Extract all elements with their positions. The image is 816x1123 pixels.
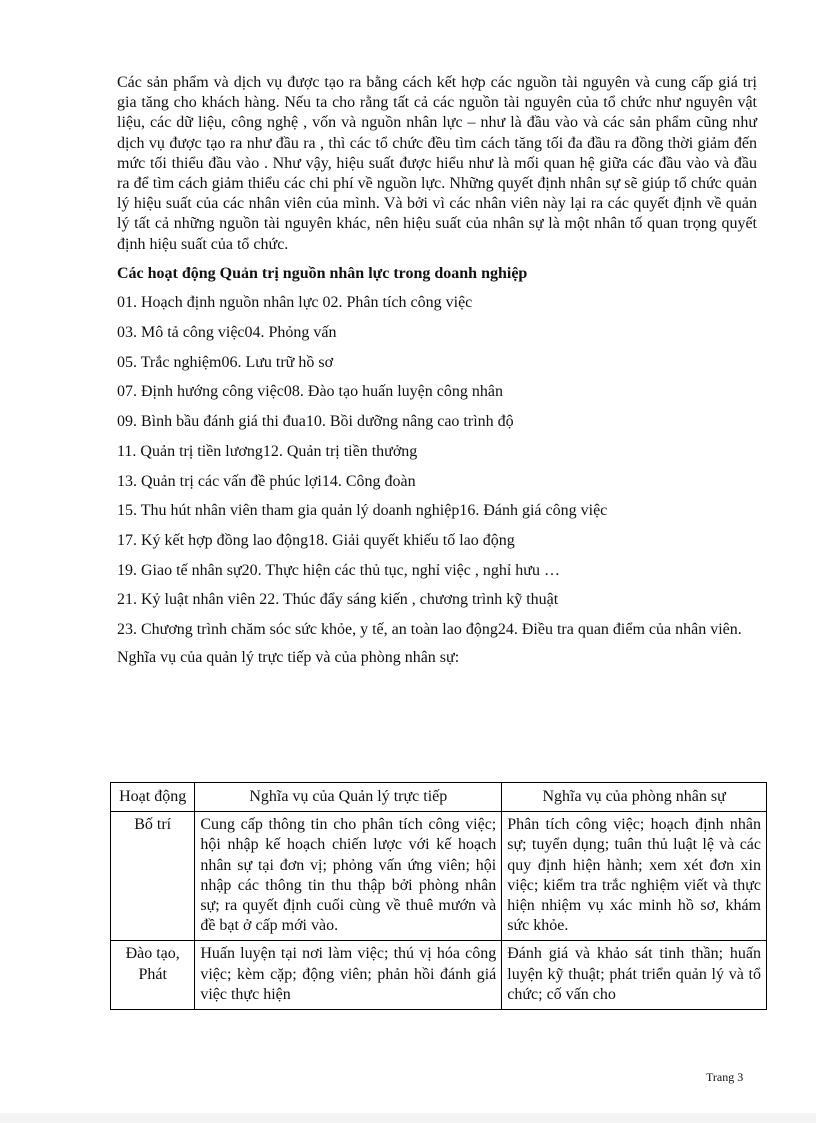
list-item: 17. Ký kết hợp đồng lao động18. Giải quyết khiếu tố lao động <box>117 531 515 549</box>
header-hr-duty: Nghĩa vụ của phòng nhân sự <box>502 783 767 812</box>
row-manager-duty: Cung cấp thông tin cho phân tích công việc; hội nhập kế hoạch chiến lược với kế hoạch nhân sự tại đơn vị; phỏng vấn ứng viên; hội nhập các thông tin thu thập bởi phòng nhân sự; ra quyết định cuối cùng về thuê mướn và đề bạt ở cấp mới vào. <box>195 812 502 941</box>
table-row <box>111 812 767 941</box>
row-hr-duty: Phân tích công việc; hoạch định nhân sự; tuyển dụng; tuân thủ luật lệ và các quy định hiện hành; xem xét đơn xin việc; kiểm tra trắc nghiệm viết và thực hiện nhiệm vụ xác minh hồ sơ, khám sức khỏe. <box>502 812 767 941</box>
list-item: 13. Quản trị các vấn đề phúc lợi14. Công đoàn <box>117 472 416 490</box>
intro-paragraph: Các sản phẩm và dịch vụ được tạo ra bằng cách kết hợp các nguồn tài nguyên và cung cấp giá trị gia tăng cho khách hàng. Nếu ta cho rằng tất cả các nguồn tài nguyên của tổ chức như nguyên vật liệu, các dữ liệu, công nghệ , vốn và nguồn nhân lực – như là đầu vào và các sản phẩm cũng như dịch vụ được tạo ra như đầu ra , thì các tổ chức đều tìm cách tăng tối đa đầu ra đồng thời giảm đến mức tối thiểu đầu vào . Như vậy, hiệu suất được hiểu như là mối quan hệ giữa các đầu vào và đầu ra để tìm cách giảm thiểu các chi phí về nguồn lực. Những quyết định nhân sự sẽ giúp tổ chức quản lý hiệu suất của các nhân viên của mình. Và bởi vì các nhân viên này lại ra các quyết định về quản lý tất cả những nguồn tài nguyên khác, nên hiệu suất của nhân sự là một nhân tố quan trọng quyết định hiệu suất của tổ chức. <box>117 74 757 253</box>
document-body <box>117 73 757 684</box>
list-item: 07. Định hướng công việc08. Đào tạo huấn luyện công nhân <box>117 383 503 401</box>
table-header-row <box>111 783 767 812</box>
page-number: Trang 3 <box>706 1070 744 1084</box>
list-item: 03. Mô tả công việc04. Phỏng vấn <box>117 324 337 342</box>
list-item: 01. Hoạch định nguồn nhân lực 02. Phân tích công việc <box>117 294 473 312</box>
list-item: 05. Trắc nghiệm06. Lưu trữ hồ sơ <box>117 353 334 371</box>
table-intro: Nghĩa vụ của quản lý trực tiếp và của phòng nhân sự: <box>117 649 460 667</box>
list-item: 23. Chương trình chăm sóc sức khỏe, y tế, an toàn lao động24. Điều tra quan điểm của nhân viên. <box>117 621 742 639</box>
list-item: 11. Quản trị tiền lương12. Quản trị tiền thưởng <box>117 442 418 460</box>
list-item: 15. Thu hút nhân viên tham gia quản lý doanh nghiệp16. Đánh giá công việc <box>117 502 608 520</box>
row-activity: Bố trí <box>111 812 195 941</box>
header-manager-duty: Nghĩa vụ của Quản lý trực tiếp <box>195 783 502 812</box>
row-hr-duty: Đánh giá và khảo sát tinh thần; huấn luyện kỹ thuật; phát triển quản lý và tổ chức; cố vấn cho <box>502 941 767 1010</box>
row-activity: Đào tạo, Phát <box>111 941 195 1010</box>
list-item: 21. Kỷ luật nhân viên 22. Thúc đẩy sáng kiến , chương trình kỹ thuật <box>117 591 559 609</box>
list-item: 19. Giao tế nhân sự20. Thực hiện các thủ tục, nghỉ việc , nghỉ hưu … <box>117 561 560 579</box>
list-item: 09. Bình bầu đánh giá thi đua10. Bồi dưỡng nâng cao trình độ <box>117 413 514 431</box>
row-manager-duty: Huấn luyện tại nơi làm việc; thú vị hóa công việc; kèm cặp; động viên; phản hồi đánh giá việc thực hiện <box>195 941 502 1010</box>
table-row <box>111 941 767 1010</box>
header-activity: Hoạt động <box>111 783 195 812</box>
section-heading: Các hoạt động Quản trị nguồn nhân lực trong doanh nghiệp <box>117 264 528 282</box>
page-bottom-edge <box>0 1113 816 1123</box>
duty-table <box>110 782 767 1010</box>
activity-list <box>117 293 757 640</box>
